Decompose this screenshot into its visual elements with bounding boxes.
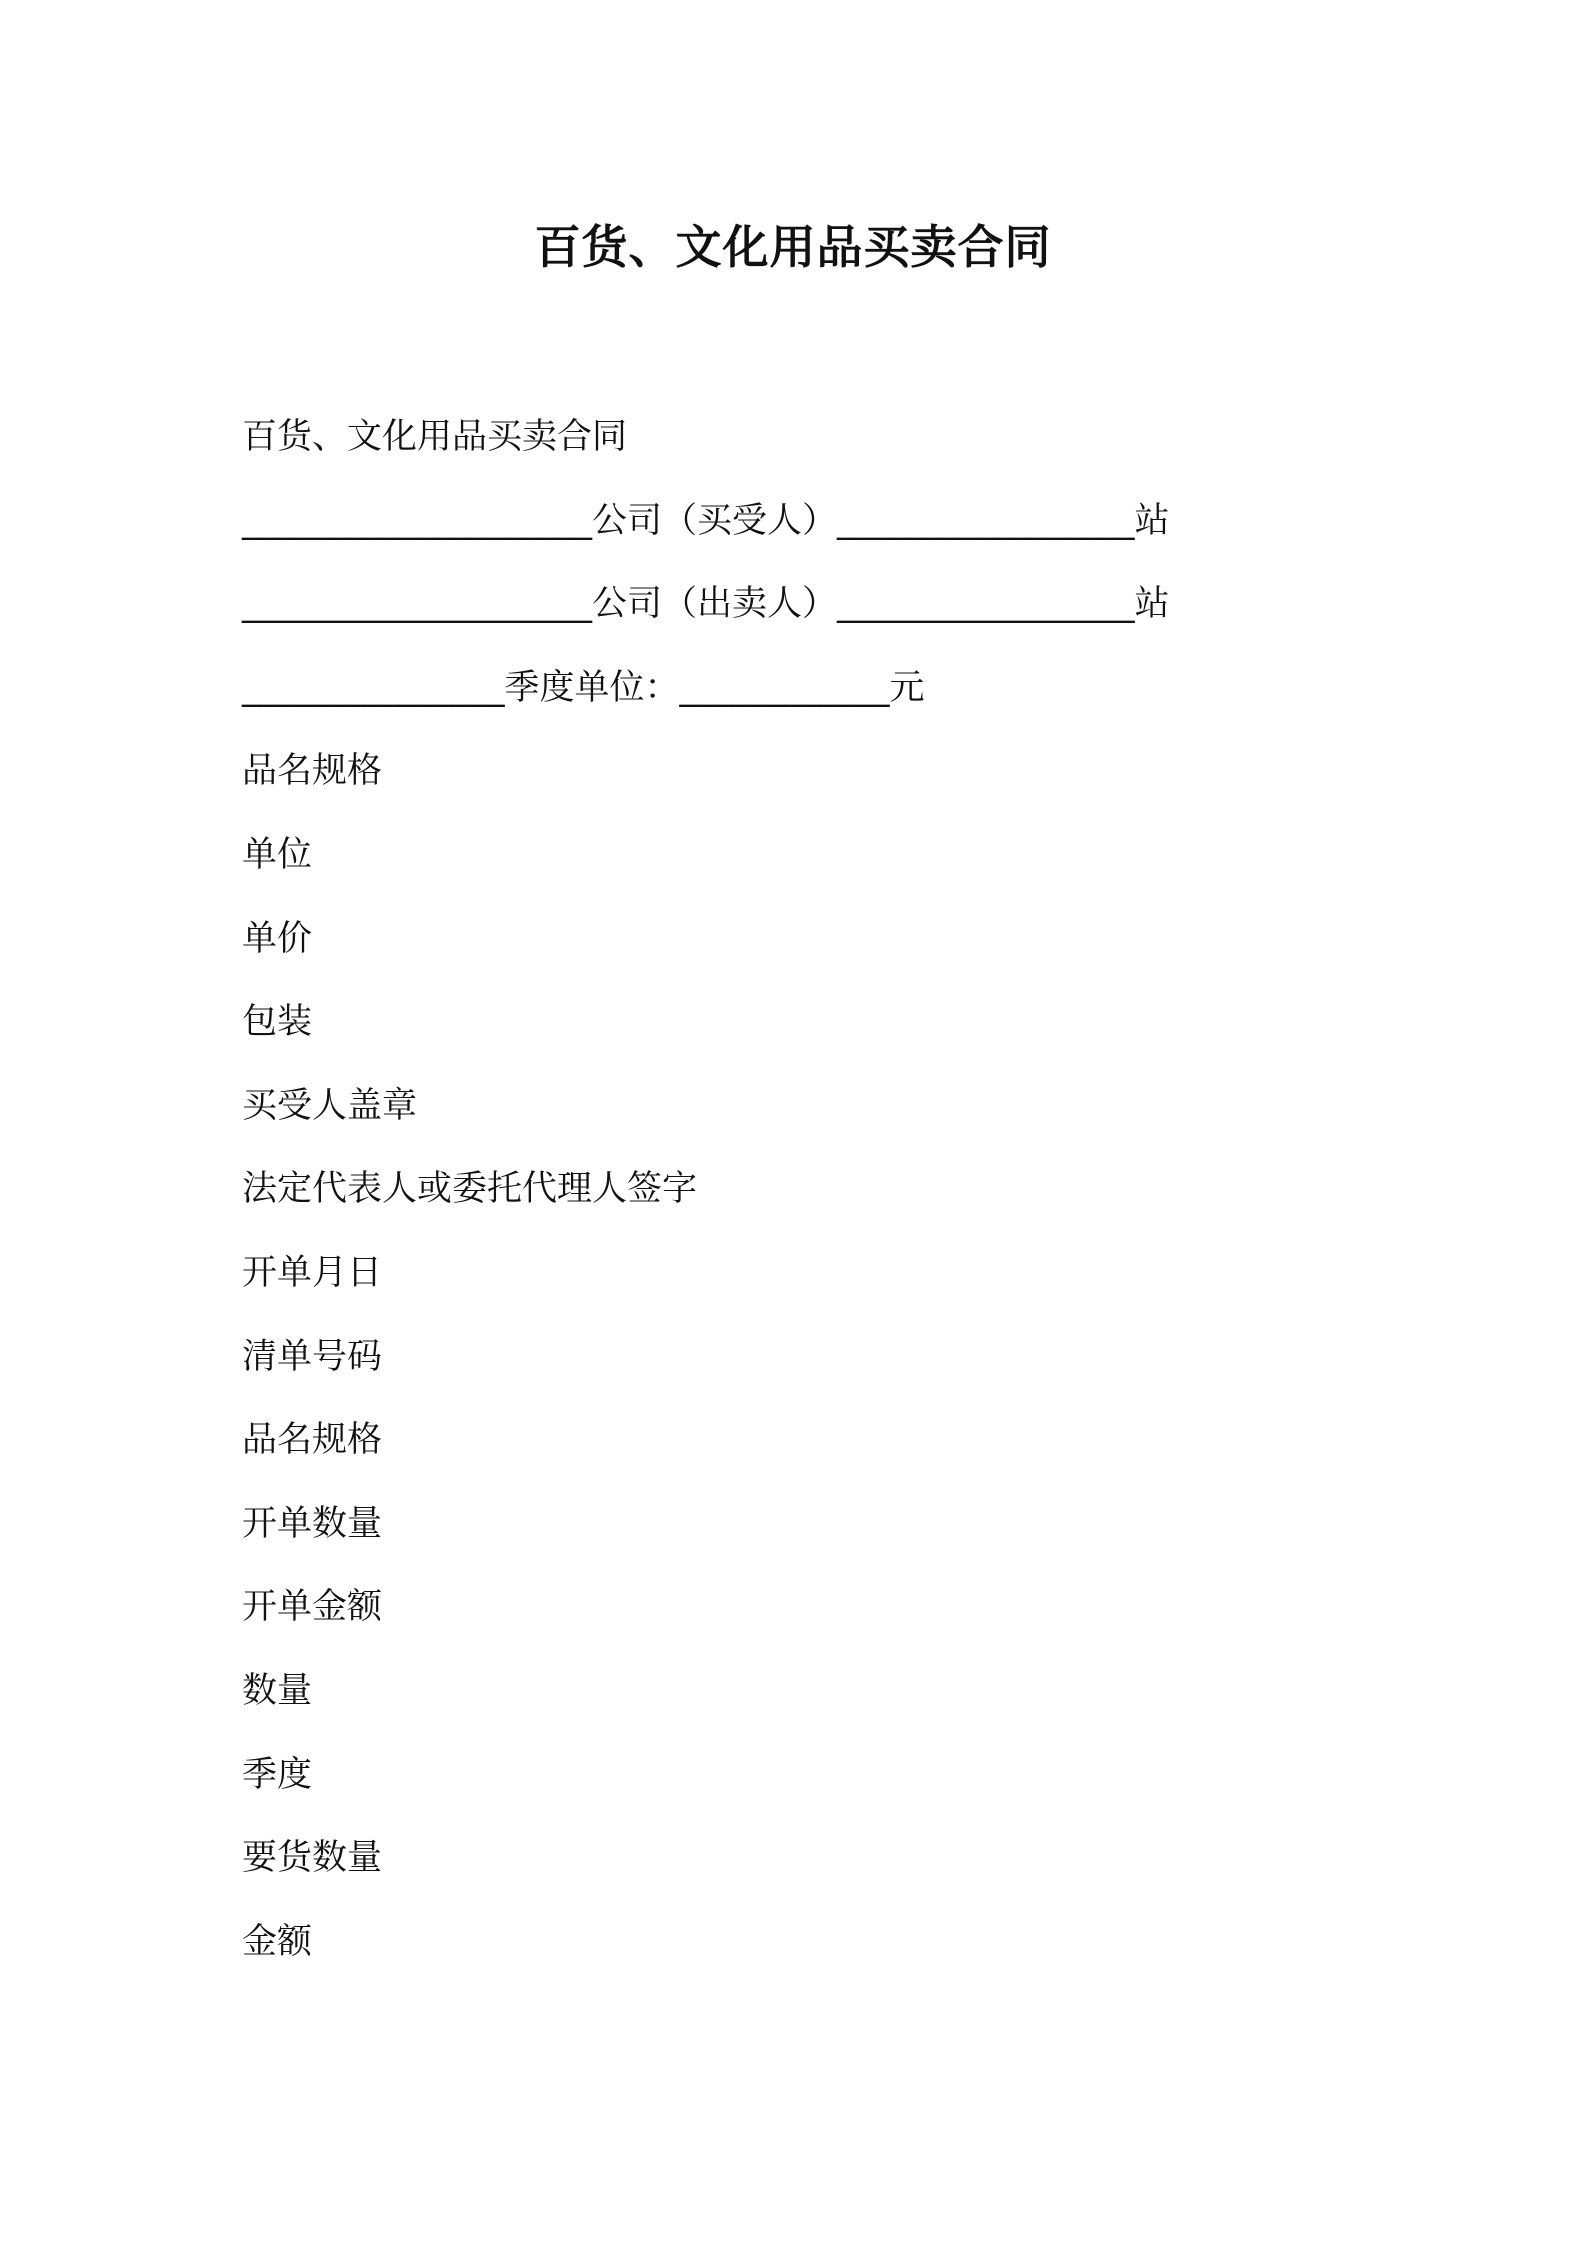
field-line: 金额 (242, 1921, 313, 1962)
field-line: 买受人盖章 (242, 1085, 418, 1126)
quarter-unit-amount-line: _______________季度单位：____________元 (242, 667, 925, 708)
field-line: 开单金额 (242, 1587, 383, 1628)
field-line: 开单数量 (242, 1503, 383, 1544)
contract-body (242, 405, 1352, 1993)
contract-heading-line: 百货、文化用品买卖合同 (242, 417, 628, 457)
field-line: 季度 (242, 1754, 313, 1795)
field-line: 单位 (242, 834, 313, 875)
buyer-company-line: ____________________公司（买受人）_________________站 (242, 500, 1170, 541)
page-title: 百货、文化用品买卖合同 (534, 220, 1052, 274)
field-line: 单价 (242, 918, 313, 959)
field-line: 品名规格 (242, 1420, 383, 1461)
field-line: 要货数量 (242, 1838, 383, 1879)
field-line: 品名规格 (242, 751, 383, 792)
seller-company-line: ____________________公司（出卖人）_________________站 (242, 584, 1170, 625)
field-line: 数量 (242, 1670, 313, 1711)
field-line: 清单号码 (242, 1336, 383, 1377)
field-line: 法定代表人或委托代理人签字 (242, 1169, 698, 1210)
field-line: 包装 (242, 1002, 313, 1043)
field-line: 开单月日 (242, 1252, 383, 1293)
